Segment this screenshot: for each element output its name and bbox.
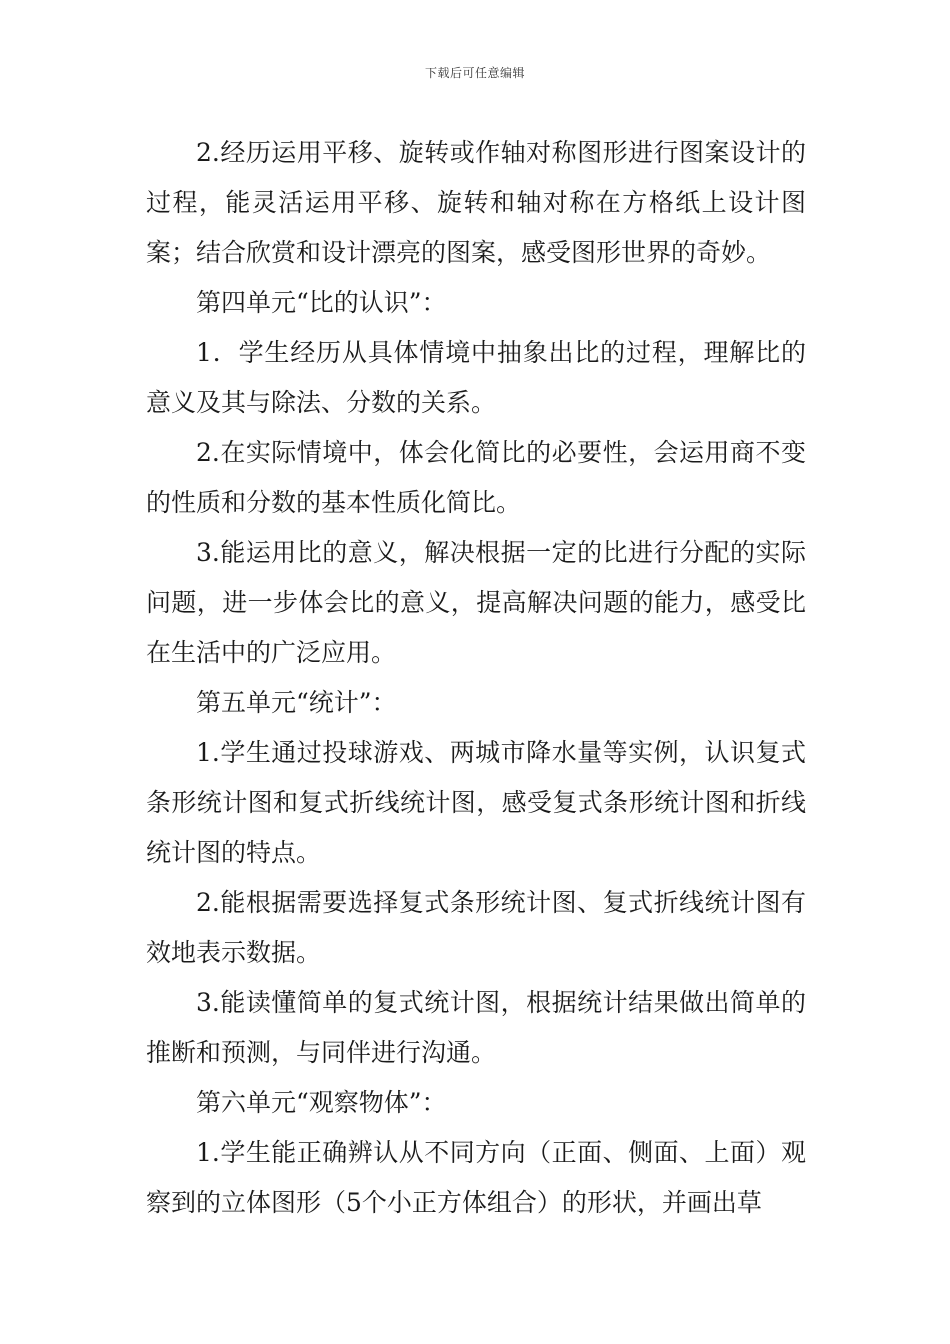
- paragraph-unit4-item3: 3.能运用比的意义，解决根据一定的比进行分配的实际问题，进一步体会比的意义，提高解决问题的能力，感受比在生活中的广泛应用。: [146, 538, 806, 667]
- paragraph-unit3-item2: 2.经历运用平移、旋转或作轴对称图形进行图案设计的过程，能灵活运用平移、旋转和轴对称在方格纸上设计图案；结合欣赏和设计漂亮的图案，感受图形世界的奇妙。: [146, 138, 806, 267]
- paragraph-unit5-item1: 1.学生通过投球游戏、两城市降水量等实例，认识复式条形统计图和复式折线统计图，感受复式条形统计图和折线统计图的特点。: [146, 738, 806, 867]
- document-body: [146, 128, 806, 1228]
- paragraph-unit6-item1: 1.学生能正确辨认从不同方向（正面、侧面、上面）观察到的立体图形（5个小正方体组合）的形状，并画出草: [146, 1138, 806, 1217]
- paragraph-unit4-item1: 1．学生经历从具体情境中抽象出比的过程，理解比的意义及其与除法、分数的关系。: [146, 338, 806, 417]
- heading-unit4: 第四单元“比的认识”：: [196, 288, 447, 317]
- heading-unit6: 第六单元“观察物体”：: [196, 1088, 447, 1117]
- paragraph-unit4-item2: 2.在实际情境中，体会化简比的必要性，会运用商不变的性质和分数的基本性质化简比。: [146, 438, 806, 517]
- paragraph-unit5-item3: 3.能读懂简单的复式统计图，根据统计结果做出简单的推断和预测，与同伴进行沟通。: [146, 988, 806, 1067]
- paragraph-unit5-item2: 2.能根据需要选择复式条形统计图、复式折线统计图有效地表示数据。: [146, 888, 806, 967]
- heading-unit5: 第五单元“统计”：: [196, 688, 397, 717]
- page-header: 下载后可任意编辑: [424, 66, 525, 80]
